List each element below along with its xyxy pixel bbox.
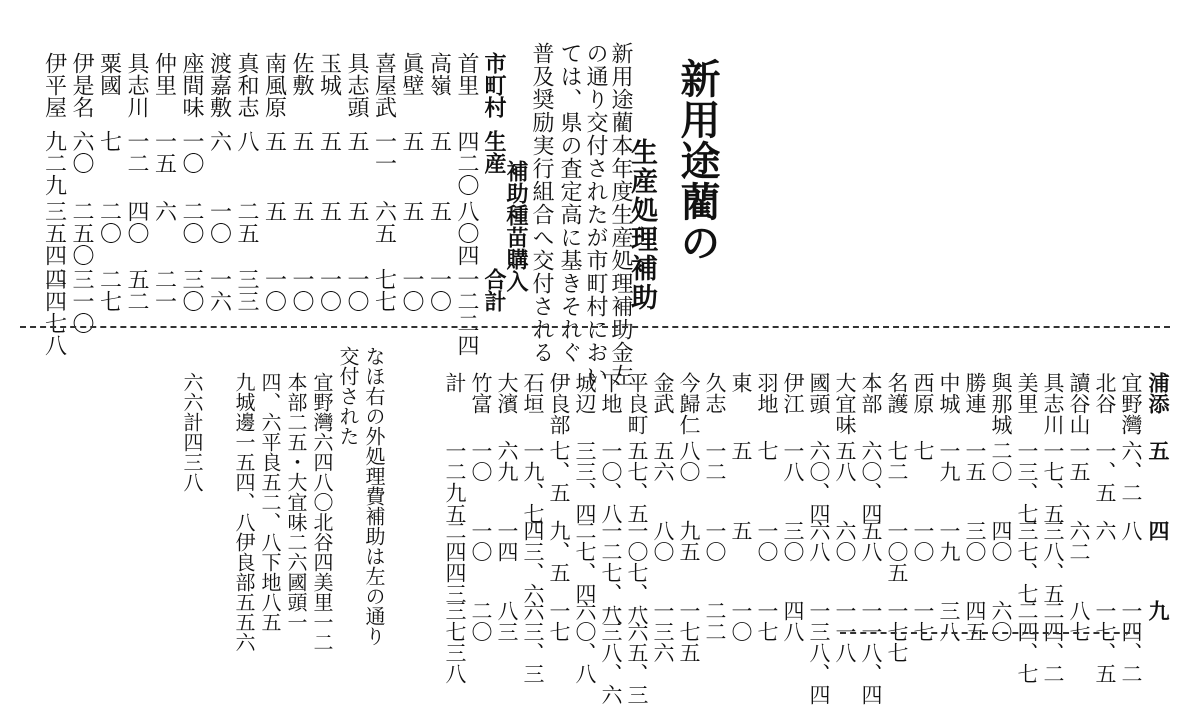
- table-cell: 三七三八: [443, 600, 467, 684]
- table-cell: 五: [729, 440, 753, 461]
- table-header-total: 合計: [481, 268, 507, 312]
- table-row-label: 大濱: [495, 372, 519, 414]
- table-row-label: 讀谷山: [1067, 372, 1091, 435]
- table-cell: 五: [426, 200, 452, 222]
- note-line: なほ右の外処理費補助は左の通り: [362, 346, 386, 646]
- bottom-divider: [840, 632, 1140, 634]
- table-cell: 一七: [911, 600, 935, 642]
- note-line: 六六計四三八: [180, 372, 204, 492]
- table-cell: 一一八、四: [859, 600, 883, 705]
- table-cell: 一〇: [261, 268, 287, 312]
- table-row-label: 勝連: [963, 372, 987, 414]
- table-cell: 三七、七: [1015, 520, 1039, 604]
- table-cell: 一七: [755, 600, 779, 642]
- table-cell: 一九、七: [521, 440, 545, 524]
- table-cell: 八三: [495, 600, 519, 642]
- note-line: 交付された: [336, 346, 360, 446]
- section-divider: [20, 326, 1170, 328]
- table-header-municipality: 市町村: [481, 52, 507, 118]
- table-row-label: 玉城: [316, 52, 342, 96]
- table-cell: 一六: [206, 268, 232, 312]
- lead-line: ては、県の査定高に基きそれぐ: [557, 42, 582, 364]
- table-row-label: 北谷: [1093, 372, 1117, 414]
- table-header-production: 生産: [481, 130, 507, 174]
- table-cell: 九五: [677, 520, 701, 562]
- table-cell: 六二: [1067, 520, 1091, 562]
- table-cell: 一〇: [755, 520, 779, 562]
- table-row-label: 美里: [1015, 372, 1039, 414]
- table-row-label: 具志川: [1041, 372, 1065, 435]
- table-cell: 一九: [937, 440, 961, 482]
- table-cell: 一〇五: [885, 520, 909, 583]
- table-cell: 一九: [937, 520, 961, 562]
- table-cell: 八〇: [651, 520, 675, 562]
- table-cell: 六八: [807, 520, 831, 562]
- table-cell: 三〇: [179, 268, 204, 312]
- table-cell: 六〇、八: [573, 600, 597, 684]
- table-row-label: 伊是名: [69, 52, 94, 118]
- table-cell: 二一: [151, 268, 177, 312]
- table-row-label: 粟國: [96, 52, 122, 96]
- table-cell: 二〇: [989, 440, 1013, 482]
- table-row-label: 金武: [651, 372, 675, 414]
- table-cell: 七: [911, 440, 935, 461]
- table-cell: 二五: [234, 200, 259, 244]
- table-row-label: 南風原: [261, 52, 287, 118]
- table-row-label: 伊良部: [547, 372, 571, 435]
- table-cell: 一〇七、八: [625, 520, 649, 625]
- table-row-label: 西原: [911, 372, 935, 414]
- table-row-label: 石垣: [521, 372, 545, 414]
- table-row-label: 真和志: [234, 52, 259, 118]
- table-cell: 一〇: [344, 268, 369, 312]
- table-cell: 二〇: [179, 200, 204, 244]
- table-cell: 九二九: [41, 130, 67, 196]
- table-cell: 五二: [124, 268, 149, 312]
- table-cell: 五: [289, 130, 314, 152]
- table-row-label: 佐敷: [289, 52, 314, 96]
- table-row-header-b: 四: [1146, 520, 1171, 541]
- table-cell: 六〇: [833, 520, 857, 562]
- table-row-label: 渡嘉敷: [206, 52, 232, 118]
- table-row-label: 具志川: [124, 52, 149, 118]
- table-row-label: 羽地: [755, 372, 779, 414]
- table-row-label: 城辺: [573, 372, 597, 414]
- table-cell: 一四、二: [1119, 600, 1143, 684]
- table-cell: 七七: [371, 268, 397, 312]
- table-cell: 五: [316, 200, 342, 222]
- table-cell: 一〇: [316, 268, 342, 312]
- note-line: 四、六平良五二、八下地八五: [258, 372, 282, 632]
- table-cell: 一二二四: [454, 268, 479, 356]
- table-cell: 五: [261, 200, 287, 222]
- table-cell: 一〇: [206, 200, 232, 244]
- table-row-header-c: 九: [1146, 600, 1171, 621]
- table-row-header-name: 浦添: [1146, 372, 1171, 414]
- table-cell: 五六: [651, 440, 675, 482]
- table-cell: 三八、五: [1041, 520, 1065, 604]
- table-cell: 一三八、六: [599, 600, 623, 705]
- table-cell: 二四、二: [1041, 600, 1065, 684]
- table-cell: 四四七八: [41, 268, 67, 356]
- article-subtitle: 生産処理補助: [626, 138, 657, 312]
- table-cell: 八七: [1067, 600, 1091, 642]
- table-row-label: 下地: [599, 372, 623, 414]
- table-cell: 一〇: [729, 600, 753, 642]
- table-cell: 六、二: [1119, 440, 1143, 503]
- table-cell: 五: [344, 200, 369, 222]
- table-cell: 二〇: [96, 200, 122, 244]
- lead-line: 普及奨励実行組合へ交付される: [529, 42, 554, 364]
- table-cell: 一、五: [1093, 440, 1117, 503]
- table-cell: 七二: [885, 440, 909, 482]
- table-cell: 一〇: [179, 130, 204, 174]
- table-cell: 九、五: [547, 520, 571, 583]
- table-row-label: 高嶺: [426, 52, 452, 96]
- table-cell: 五八: [833, 440, 857, 482]
- table-cell: 一七、五: [1041, 440, 1065, 524]
- table-cell: 一二九五: [443, 440, 467, 524]
- table-cell: 一七七: [885, 600, 909, 663]
- table-cell: 六〇、四: [859, 440, 883, 524]
- table-row-label: 座間味: [179, 52, 204, 118]
- table-row-label: 計: [443, 372, 467, 393]
- table-row-label: 久志: [703, 372, 727, 414]
- table-cell: 六: [206, 130, 232, 152]
- table-cell: 五: [289, 200, 314, 222]
- table-cell: 一〇: [426, 268, 452, 312]
- table-cell: 三〇: [781, 520, 805, 562]
- table-cell: 三三: [234, 268, 259, 312]
- table-cell: 一一: [371, 130, 397, 174]
- table-cell: 四二〇: [454, 130, 479, 196]
- table-row-label: 本部: [859, 372, 883, 414]
- table-row-label: 國頭: [807, 372, 831, 414]
- table-cell: 六三、三: [521, 600, 545, 684]
- table-cell: 一七五: [677, 600, 701, 663]
- table-cell: 八: [1119, 520, 1143, 541]
- table-row-label: 具志頭: [344, 52, 369, 118]
- table-cell: 五: [316, 130, 342, 152]
- table-cell: 七: [96, 130, 122, 152]
- table-cell: 一六五、三: [625, 600, 649, 705]
- table-cell: 二〇: [469, 600, 493, 642]
- table-cell: 一八: [781, 440, 805, 482]
- table-cell: 三一〇: [69, 268, 94, 334]
- table-cell: 二七、四: [573, 520, 597, 604]
- table-cell: 五: [399, 130, 424, 152]
- table-row-label: 名護: [885, 372, 909, 414]
- table-cell: 四〇: [989, 520, 1013, 562]
- table-row-label: 大宜味: [833, 372, 857, 435]
- table-cell: 一七、五: [1093, 600, 1117, 684]
- table-row-label: 眞壁: [399, 52, 424, 96]
- table-cell: 一三、七: [1015, 440, 1039, 524]
- table-row-label: 中城: [937, 372, 961, 414]
- table-cell: 一〇: [911, 520, 935, 562]
- table-cell: 一〇: [703, 520, 727, 562]
- table-cell: 一〇: [469, 520, 493, 562]
- table-row-label: 平良町: [625, 372, 649, 435]
- table-cell: 四〇: [124, 200, 149, 244]
- table-row-label: 仲里: [151, 52, 177, 96]
- table-cell: 一三六: [651, 600, 675, 663]
- table-cell: 六五: [371, 200, 397, 244]
- lead-line: の通り交付されたが市町村におい: [583, 42, 608, 387]
- table-header-seedling: 補助種苗購入: [503, 160, 529, 292]
- table-cell: 八: [234, 130, 259, 152]
- table-cell: 一二七、八: [599, 520, 623, 625]
- table-cell: 一七: [547, 600, 571, 642]
- table-cell: 二四四三: [443, 520, 467, 604]
- table-cell: 一〇: [289, 268, 314, 312]
- table-cell: 七: [755, 440, 779, 461]
- table-cell: 一〇、八: [599, 440, 623, 524]
- table-cell: 二四、七: [1015, 600, 1039, 684]
- table-cell: 一三八、四: [807, 600, 831, 705]
- table-row-label: 宜野灣: [1119, 372, 1143, 435]
- table-cell: 五八: [859, 520, 883, 562]
- table-row-label: 與那城: [989, 372, 1013, 435]
- table-cell: 一二: [124, 130, 149, 174]
- table-cell: 五: [729, 520, 753, 541]
- table-cell: 六〇、四: [807, 440, 831, 524]
- table-cell: 六: [1093, 520, 1117, 541]
- table-cell: 四五: [963, 600, 987, 642]
- lead-line: 新用途藺本年度生産処理補助金左: [608, 42, 633, 387]
- table-cell: 一五: [963, 440, 987, 482]
- table-cell: 二五〇: [69, 200, 94, 266]
- table-cell: 五: [344, 130, 369, 152]
- table-cell: 一二: [703, 440, 727, 482]
- table-cell: 四八: [781, 600, 805, 642]
- table-cell: 三三、四: [573, 440, 597, 524]
- table-cell: 六〇: [69, 130, 94, 174]
- table-cell: 八〇四: [454, 200, 479, 266]
- note-line: 九城邊一五四、八伊良部五五六: [232, 372, 256, 652]
- table-cell: 六〇: [989, 600, 1013, 642]
- table-cell: 七、五: [547, 440, 571, 503]
- table-row-label: 今歸仁: [677, 372, 701, 435]
- table-row-label: 伊平屋: [41, 52, 67, 118]
- table-cell: 五: [399, 200, 424, 222]
- table-row-header-a: 五: [1146, 440, 1171, 461]
- table-cell: 二二: [703, 600, 727, 642]
- table-cell: 一一八: [833, 600, 857, 663]
- table-cell: 四三、六: [521, 520, 545, 604]
- table-cell: 六: [151, 200, 177, 222]
- table-row-label: 喜屋武: [371, 52, 397, 118]
- table-cell: 一四: [495, 520, 519, 562]
- table-cell: 一〇: [399, 268, 424, 312]
- article-title: 新用途藺の: [674, 58, 721, 263]
- table-cell: 一五: [1067, 440, 1091, 482]
- table-cell: 五: [426, 130, 452, 152]
- table-cell: 三八: [937, 600, 961, 642]
- table-row-label: 伊江: [781, 372, 805, 414]
- table-cell: 一〇: [469, 440, 493, 482]
- table-cell: 一五: [151, 130, 177, 174]
- table-cell: 六九: [495, 440, 519, 482]
- table-cell: 二七: [96, 268, 122, 312]
- table-cell: 八〇: [677, 440, 701, 482]
- table-cell: 三五四二: [41, 200, 67, 288]
- note-line: 宜野灣六四八〇北谷四美里一二: [310, 372, 334, 652]
- table-row-label: 首里: [454, 52, 479, 96]
- table-row-label: 東: [729, 372, 753, 393]
- table-cell: 三〇: [963, 520, 987, 562]
- table-row-label: 竹富: [469, 372, 493, 414]
- note-line: 本部二五・大宜味二六國頭一: [284, 372, 308, 632]
- table-cell: 五: [261, 130, 287, 152]
- table-cell: 五七、五: [625, 440, 649, 524]
